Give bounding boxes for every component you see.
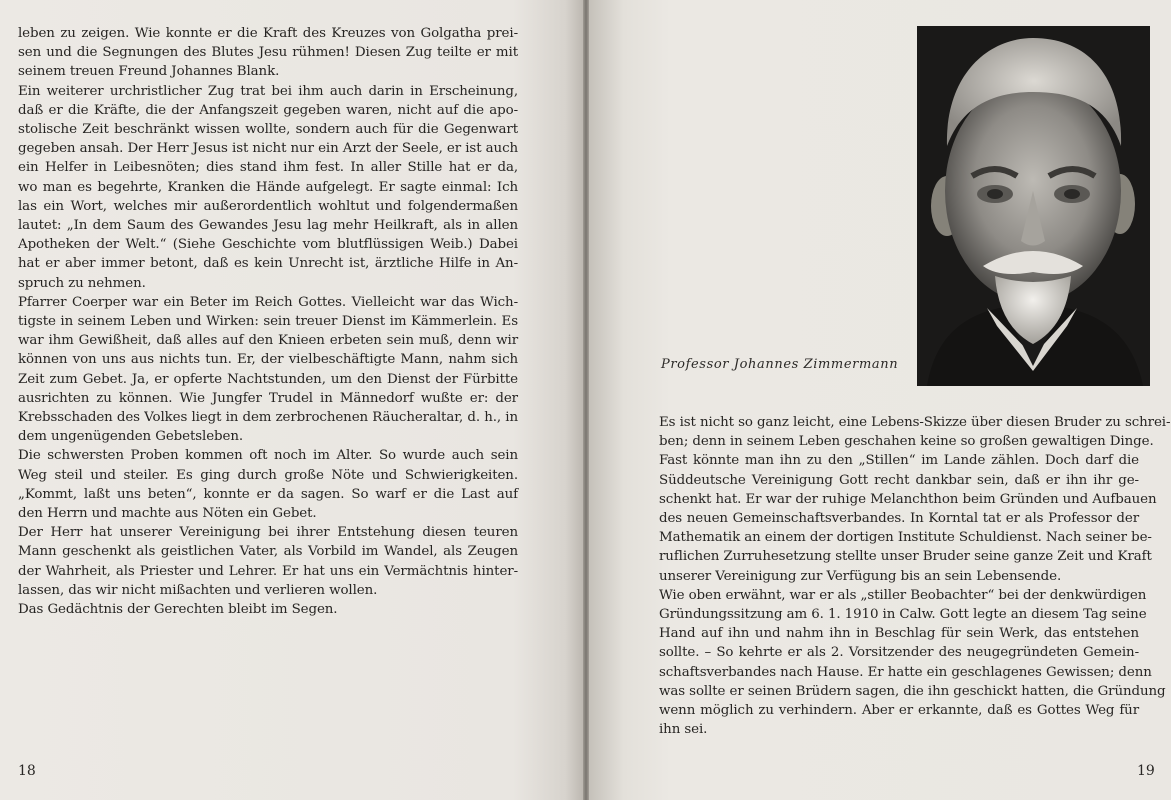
text-line: Krebsschaden des Volkes liegt in dem zerbrochenen Räucheraltar, d. h., in bbox=[18, 410, 518, 426]
text-line: Weg steil und steiler. Es ging durch große Nöte und Schwierigkeiten. bbox=[18, 467, 518, 483]
text-line: den Herrn und machte aus Nöten ein Gebet. bbox=[18, 506, 317, 522]
text-line: können von uns aus nichts tun. Er, der vielbeschäftigte Mann, nahm sich bbox=[18, 352, 518, 368]
text-line: seinem treuen Freund Johannes Blank. bbox=[18, 64, 280, 80]
text-line: was sollte er seinen Brüdern sagen, die ihn geschickt hatten, die Gründung bbox=[659, 683, 1166, 699]
text-line: Die schwersten Proben kommen oft noch im Alter. So wurde auch sein bbox=[18, 448, 518, 464]
text-line: wo man es begehrte, Kranken die Hände aufgelegt. Er sagte einmal: Ich bbox=[18, 179, 518, 195]
right-page bbox=[589, 0, 1171, 800]
paragraph bbox=[659, 586, 1166, 740]
text-line: sollte. – So kehrte er als 2. Vorsitzender des neugegründeten Gemein- bbox=[659, 645, 1139, 661]
text-line: lautet: „In dem Saum des Gewandes Jesu lag mehr Heilkraft, als in allen bbox=[18, 218, 518, 234]
text-line: hat er aber immer betont, daß es kein Unrecht ist, ärztliche Hilfe in An- bbox=[18, 256, 518, 272]
text-line: wenn möglich zu verhindern. Aber er erkannte, daß es Gottes Weg für bbox=[659, 703, 1139, 719]
left-page-number: 18 bbox=[18, 763, 36, 779]
text-line: Mann geschenkt als geistlichen Vater, als Vorbild im Wandel, als Zeugen bbox=[18, 544, 518, 560]
text-line: spruch zu nehmen. bbox=[18, 275, 146, 291]
text-line: Hand auf ihn und nahm ihn in Beschlag für sein Werk, das entstehen bbox=[659, 626, 1139, 642]
text-line: leben zu zeigen. Wie konnte er die Kraft des Kreuzes von Golgatha prei- bbox=[18, 26, 518, 41]
text-line: des neuen Gemeinschaftsverbandes. In Korntal tat er als Professor der bbox=[659, 511, 1139, 527]
text-line: „Kommt, laßt uns beten“, konnte er da sagen. So warf er die Last auf bbox=[18, 486, 518, 502]
paragraph bbox=[18, 24, 518, 82]
text-line: gegeben ansah. Der Herr Jesus ist nicht nur ein Arzt der Seele, er ist auch bbox=[18, 141, 518, 157]
paragraph bbox=[18, 293, 518, 447]
text-line: Ein weiterer urchristlicher Zug trat bei ihm auch darin in Erscheinung, bbox=[18, 83, 518, 99]
text-line: sen und die Segnungen des Blutes Jesu rühmen! Diesen Zug teilte er mit bbox=[18, 45, 518, 61]
text-line: stolische Zeit beschränkt wissen wollte, sondern auch für die Gegenwart bbox=[18, 122, 518, 138]
paragraph bbox=[18, 446, 518, 523]
text-line: ausrichten zu können. Wie Jungfer Trudel in Männedorf wußte er: der bbox=[18, 390, 518, 406]
text-line: Gründungssitzung am 6. 1. 1910 in Calw. Gott legte an diesem Tag seine bbox=[659, 607, 1147, 623]
photo-caption: Professor Johannes Zimmermann bbox=[661, 357, 899, 372]
text-line: Apotheken der Welt.“ (Siehe Geschichte vom blutflüssigen Weib.) Dabei bbox=[18, 237, 518, 253]
portrait-image bbox=[917, 26, 1150, 386]
text-line: Pfarrer Coerper war ein Beter im Reich Gottes. Vielleicht war das Wich- bbox=[18, 294, 518, 310]
text-line: dem ungenügenden Gebetsleben. bbox=[18, 429, 243, 445]
paragraph bbox=[18, 523, 518, 600]
text-line: las ein Wort, welches mir außerordentlich wohltut und folgendermaßen bbox=[18, 198, 518, 214]
paragraph bbox=[18, 600, 518, 619]
right-page-number: 19 bbox=[1137, 763, 1155, 779]
text-line: war ihm Gewißheit, daß alles auf den Knieen erbeten sein muß, denn wir bbox=[18, 333, 518, 349]
text-line: Zeit zum Gebet. Ja, er opferte Nachtstunden, um den Dienst der Fürbitte bbox=[18, 371, 518, 387]
text-line: Fast könnte man ihn zu den „Stillen“ im Lande zählen. Doch darf die bbox=[659, 453, 1139, 469]
text-line: ein Helfer in Leibesnöten; dies stand ihm fest. In aller Stille hat er da, bbox=[18, 160, 518, 176]
text-line: lassen, das wir nicht mißachten und verlieren wollen. bbox=[18, 582, 378, 598]
text-line: ben; denn in seinem Leben geschahen keine so großen gewaltigen Dinge. bbox=[659, 434, 1154, 450]
text-line: Der Herr hat unserer Vereinigung bei ihrer Entstehung diesen teuren bbox=[18, 525, 518, 541]
text-line: tigste in seinem Leben und Wirken: sein treuer Dienst im Kämmerlein. Es bbox=[18, 314, 518, 330]
text-line: Süddeutsche Vereinigung Gott recht dankbar sein, daß er ihn ihr ge- bbox=[659, 472, 1139, 488]
text-line: ihn sei. bbox=[659, 722, 708, 738]
left-page-body bbox=[18, 24, 518, 619]
text-line: Es ist nicht so ganz leicht, eine Lebens-Skizze über diesen Bruder zu schrei- bbox=[659, 415, 1171, 430]
portrait-photo bbox=[917, 26, 1150, 386]
text-line: Das Gedächtnis der Gerechten bleibt im Segen. bbox=[18, 602, 338, 618]
text-line: ruflichen Zurruhesetzung stellte unser Bruder seine ganze Zeit und Kraft bbox=[659, 549, 1152, 565]
text-line: daß er die Kräfte, die der Anfangszeit gegeben waren, nicht auf die apo- bbox=[18, 102, 518, 118]
left-page bbox=[0, 0, 583, 800]
right-page-body bbox=[659, 413, 1171, 739]
text-line: der Wahrheit, als Priester und Lehrer. Er hat uns ein Vermächtnis hinter- bbox=[18, 563, 518, 579]
text-line: Wie oben erwähnt, war er als „stiller Beobachter“ bei der denkwürdigen bbox=[659, 587, 1147, 603]
paragraph bbox=[659, 413, 1171, 586]
text-line: schenkt hat. Er war der ruhige Melanchthon beim Gründen und Aufbauen bbox=[659, 491, 1157, 507]
paragraph bbox=[18, 82, 518, 293]
text-line: Mathematik an einem der dortigen Institute Schuldienst. Nach seiner be- bbox=[659, 530, 1152, 546]
text-line: unserer Vereinigung zur Verfügung bis an sein Lebensende. bbox=[659, 568, 1062, 584]
text-line: schaftsverbandes nach Hause. Er hatte ein geschlagenes Gewissen; denn bbox=[659, 664, 1152, 680]
